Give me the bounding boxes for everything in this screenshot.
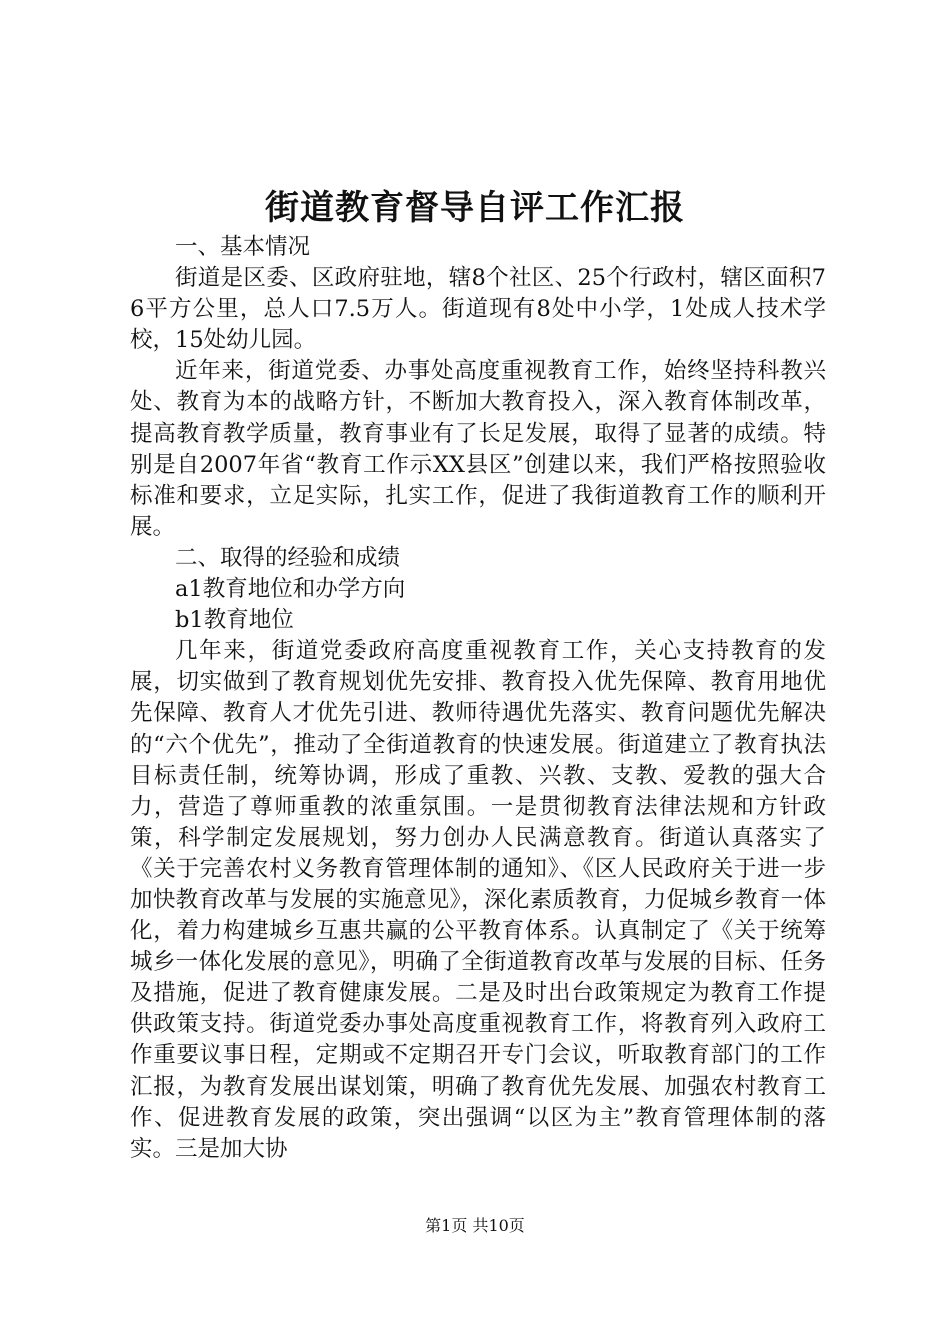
section-heading-basic: 一、基本情况 (175, 234, 311, 260)
document-title: 街道教育督导自评工作汇报 (265, 188, 685, 228)
subheading-b1: b1教育地位 (175, 607, 294, 634)
document-body (130, 232, 826, 1165)
subheading-a1: a1教育地位和办学方向 (175, 576, 406, 603)
paragraph-education-status: 几年来，街道党委政府高度重视教育工作，关心支持教育的发展，切实做到了教育规划优先安排、教育投入优先保障、教育用地优先保障、教育人才优先引进、教师待遇优先落实、教育问题优先解决的“六个优先”，推动了全街道教育的快速发展。街道建立了教育执法目标责任制，统筹协调，形成了重教、兴教、支教、爱教的强大合力，营造了尊师重教的浓重氛围。一是贯彻教育法律法规和方针政策，科学制定发展规划，努力创办人民满意教育。街道认真落实了《关于完善农村义务教育管理体制的通知》、《区人民政府关于进一步加快教育改革与发展的实施意见》，深化素质教育，力促城乡教育一体化，着力构建城乡互惠共赢的公平教育体系。认真制定了《关于统筹城乡一体化发展的意见》，明确了全街道教育改革与发展的目标、任务及措施，促进了教育健康发展。二是及时出台政策规定为教育工作提供政策支持。街道党委办事处高度重视教育工作，将教育列入政府工作重要议事日程，定期或不定期召开专门会议，听取教育部门的工作汇报，为教育发展出谋划策，明确了教育优先发展、加强农村教育工作、促进教育发展的政策，突出强调“以区为主”教育管理体制的落实。三是加大协 (130, 638, 826, 1162)
paragraph-recent-years: 近年来，街道党委、办事处高度重视教育工作，始终坚持科教兴处、教育为本的战略方针，不断加大教育投入，深入教育体制改革，提高教育教学质量，教育事业有了长足发展，取得了显著的成绩。特别是自2007年省“教育工作示XX县区”创建以来，我们严格按照验收标准和要求，立足实际，扎实工作，促进了我街道教育工作的顺利开展。 (130, 358, 826, 540)
page-footer: 第1页 共10页 (425, 1216, 525, 1235)
paragraph-overview: 街道是区委、区政府驻地，辖8个社区、25个行政村，辖区面积76平方公里，总人口7.5万人。街道现有8处中小学，1处成人技术学校，15处幼儿园。 (130, 265, 826, 354)
section-heading-achievements: 二、取得的经验和成绩 (175, 544, 401, 571)
